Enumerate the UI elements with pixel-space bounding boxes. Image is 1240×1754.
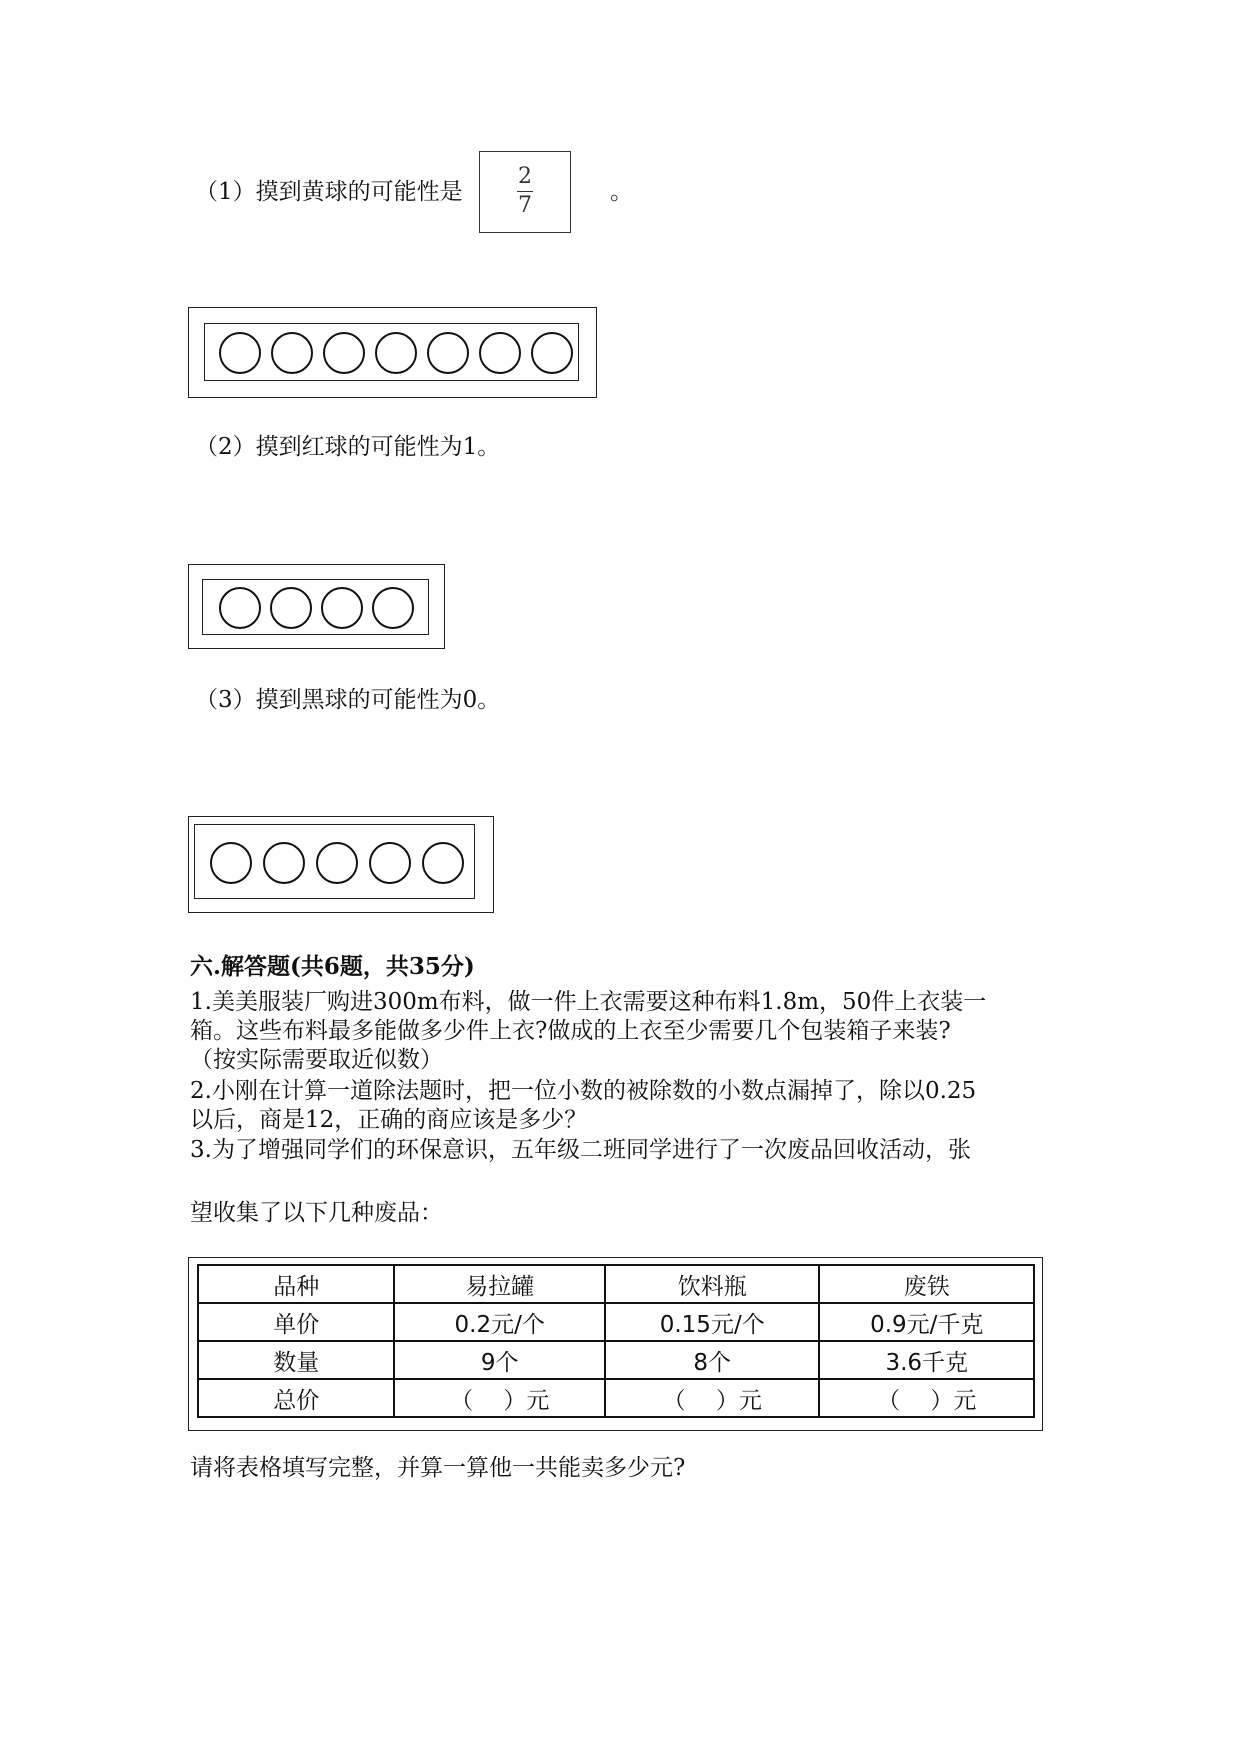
question-1-end: 。 bbox=[610, 179, 633, 205]
ball-box-3 bbox=[188, 816, 494, 913]
ball bbox=[427, 332, 469, 374]
ball bbox=[316, 842, 358, 884]
problem-line: 1.美美服装厂购进300m布料，做一件上衣需要这种布料1.8m，50件上衣装一 bbox=[190, 989, 987, 1015]
problem-line: 3.为了增强同学们的环保意识，五年级二班同学进行了一次废品回收活动，张 bbox=[190, 1137, 971, 1163]
table-cell: 0.9元/千克 bbox=[819, 1303, 1034, 1341]
table-cell: （ ）元 bbox=[394, 1379, 605, 1417]
table-cell: （ ）元 bbox=[605, 1379, 820, 1417]
fraction-denominator: 7 bbox=[518, 193, 532, 218]
problem-line: 以后，商是12，正确的商应该是多少？ bbox=[190, 1107, 588, 1133]
ball bbox=[531, 332, 573, 374]
ball bbox=[375, 332, 417, 374]
answer-box bbox=[479, 151, 571, 233]
fraction bbox=[517, 166, 533, 217]
table-row bbox=[198, 1341, 1034, 1379]
ball bbox=[270, 587, 312, 629]
question-1-text: （1）摸到黄球的可能性是 bbox=[195, 179, 463, 205]
table-cell: 8个 bbox=[605, 1341, 820, 1379]
ball-box-2 bbox=[188, 564, 445, 649]
table-cell: 数量 bbox=[198, 1341, 394, 1379]
ball bbox=[271, 332, 313, 374]
waste-table bbox=[197, 1264, 1035, 1418]
ball bbox=[219, 587, 261, 629]
table-cell: 总价 bbox=[198, 1379, 394, 1417]
table-row bbox=[198, 1379, 1034, 1417]
section-heading: 六.解答题(共6题，共35分) bbox=[190, 953, 475, 980]
fraction-numerator: 2 bbox=[518, 164, 532, 189]
table-row bbox=[198, 1265, 1034, 1303]
table-cell: 单价 bbox=[198, 1303, 394, 1341]
ball-box-1 bbox=[188, 307, 597, 398]
table-cell: （ ）元 bbox=[819, 1379, 1034, 1417]
ball bbox=[263, 842, 305, 884]
table-cell: 饮料瓶 bbox=[605, 1265, 820, 1303]
table-cell: 0.2元/个 bbox=[394, 1303, 605, 1341]
table-cell: 易拉罐 bbox=[394, 1265, 605, 1303]
problem-line: 2.小刚在计算一道除法题时，把一位小数的被除数的小数点漏掉了，除以0.25 bbox=[190, 1078, 977, 1104]
ball bbox=[219, 332, 261, 374]
ball bbox=[323, 332, 365, 374]
ball bbox=[210, 842, 252, 884]
table-row bbox=[198, 1303, 1034, 1341]
table-cell: 品种 bbox=[198, 1265, 394, 1303]
ball bbox=[321, 587, 363, 629]
problem-line-continued: 望收集了以下几种废品： bbox=[190, 1200, 443, 1226]
table-cell: 3.6千克 bbox=[819, 1341, 1034, 1379]
question-2-text: （2）摸到红球的可能性为1。 bbox=[195, 434, 501, 460]
problem-line: 箱。这些布料最多能做多少件上衣?做成的上衣至少需要几个包装箱子来装? bbox=[190, 1018, 951, 1044]
table-cell: 废铁 bbox=[819, 1265, 1034, 1303]
problem-line: （按实际需要取近似数） bbox=[190, 1047, 443, 1073]
table-cell: 0.15元/个 bbox=[605, 1303, 820, 1341]
ball bbox=[422, 842, 464, 884]
question-3-text: （3）摸到黑球的可能性为0。 bbox=[195, 687, 501, 713]
ball bbox=[372, 587, 414, 629]
table-cell: 9个 bbox=[394, 1341, 605, 1379]
closing-question: 请将表格填写完整，并算一算他一共能卖多少元? bbox=[190, 1455, 686, 1481]
fraction-bar bbox=[517, 191, 533, 192]
ball bbox=[369, 842, 411, 884]
ball bbox=[479, 332, 521, 374]
